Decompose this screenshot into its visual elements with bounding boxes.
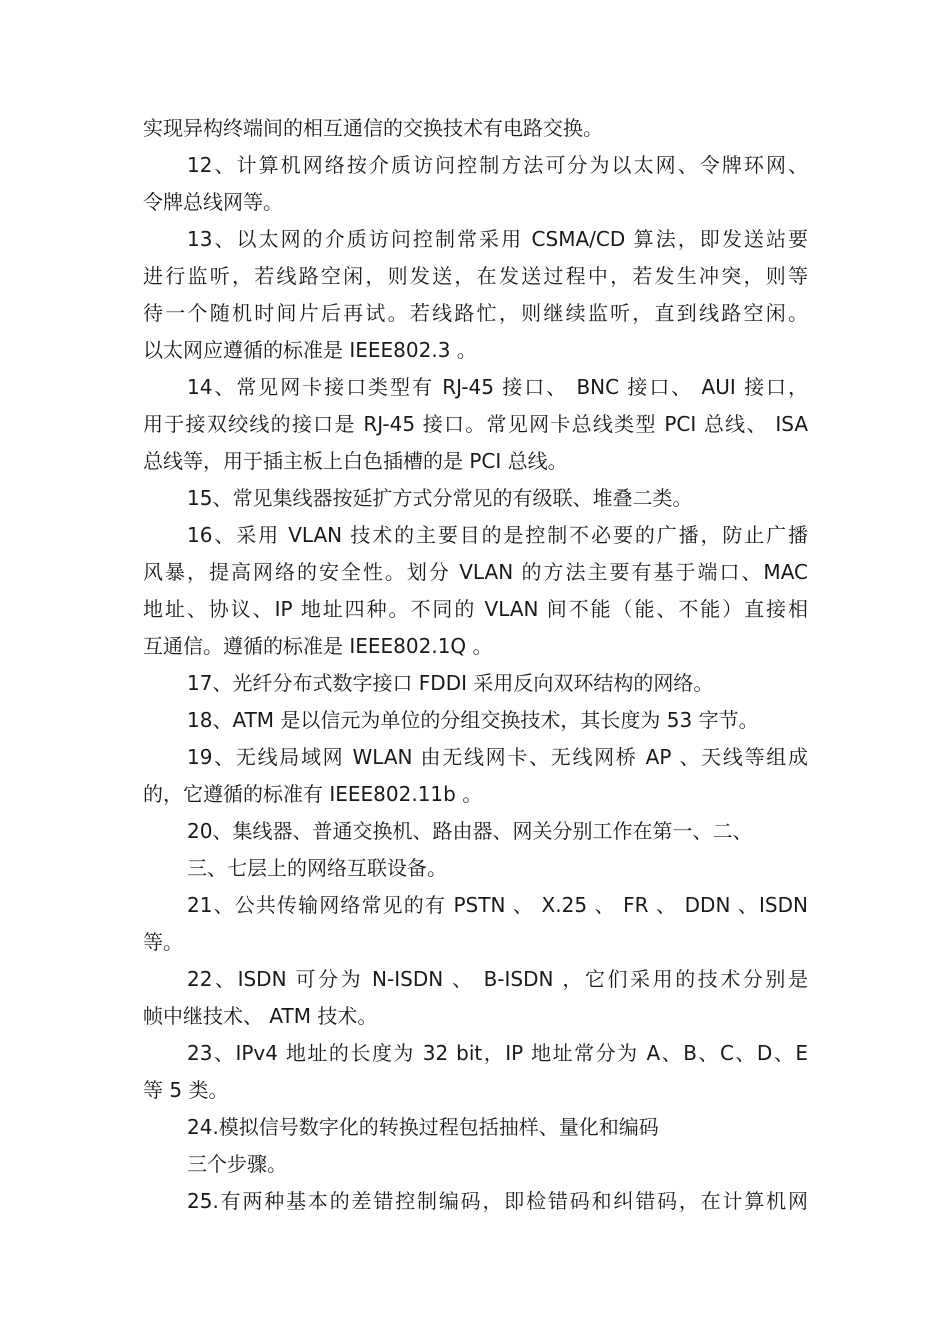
text-line: 22、ISDN 可分为 N-ISDN 、 B-ISDN ，它们采用的技术分别是 [187, 967, 808, 991]
text-line: 互通信。遵循的标准是 IEEE802.1Q 。 [143, 634, 493, 658]
text-line: 17、光纤分布式数字接口 FDDI 采用反向双环结构的网络。 [187, 671, 714, 695]
text-line: 实现异构终端间的相互通信的交换技术有电路交换。 [143, 116, 603, 140]
text-line: 三个步骤。 [187, 1152, 287, 1176]
document-page [143, 110, 808, 1220]
text-line: 13、以太网的介质访问控制常采用 CSMA/CD 算法，即发送站要 [187, 227, 808, 251]
text-line: 令牌总线网等。 [143, 190, 283, 214]
text-line: 等 5 类。 [143, 1078, 229, 1102]
text-line: 用于接双绞线的接口是 RJ-45 接口。常见网卡总线类型 PCI 总线、 ISA [143, 412, 808, 436]
text-line: 待一个随机时间片后再试。若线路忙，则继续监听，直到线路空闲。 [143, 301, 808, 325]
text-line: 以太网应遵循的标准是 IEEE802.3 。 [143, 338, 477, 362]
text-line: 12、计算机网络按介质访问控制方法可分为以太网、令牌环网、 [187, 153, 808, 177]
text-line: 帧中继技术、 ATM 技术。 [143, 1004, 378, 1028]
text-line: 25.有两种基本的差错控制编码，即检错码和纠错码，在计算机网 [187, 1189, 808, 1213]
text-line: 地址、协议、IP 地址四种。不同的 VLAN 间不能（能、不能）直接相 [143, 597, 808, 621]
text-line: 等。 [143, 930, 183, 954]
text-line: 进行监听，若线路空闲，则发送，在发送过程中，若发生冲突，则等 [143, 264, 808, 288]
text-line: 16、采用 VLAN 技术的主要目的是控制不必要的广播，防止广播 [187, 523, 808, 547]
text-line: 15、常见集线器按延扩方式分常见的有级联、堆叠二类。 [187, 486, 693, 510]
text-line: 风暴，提高网络的安全性。划分 VLAN 的方法主要有基于端口、MAC [143, 560, 808, 584]
text-line: 19、无线局域网 WLAN 由无线网卡、无线网桥 AP 、天线等组成 [187, 745, 808, 769]
text-line: 20、集线器、普通交换机、路由器、网关分别工作在第一、二、 [187, 819, 753, 843]
text-line: 18、ATM 是以信元为单位的分组交换技术，其长度为 53 字节。 [187, 708, 759, 732]
text-line: 三、七层上的网络互联设备。 [187, 856, 447, 880]
text-line: 总线等，用于插主板上白色插槽的是 PCI 总线。 [143, 449, 568, 473]
text-line: 24.模拟信号数字化的转换过程包括抽样、量化和编码 [187, 1115, 659, 1139]
text-line: 23、IPv4 地址的长度为 32 bit，IP 地址常分为 A、B、C、D、E [187, 1041, 808, 1065]
text-line: 21、公共传输网络常见的有 PSTN 、 X.25 、 FR 、 DDN 、ISDN [187, 893, 808, 917]
text-line: 的，它遵循的标准有 IEEE802.11b 。 [143, 782, 483, 806]
text-line: 14、常见网卡接口类型有 RJ-45 接口、 BNC 接口、 AUI 接口， [187, 375, 808, 399]
